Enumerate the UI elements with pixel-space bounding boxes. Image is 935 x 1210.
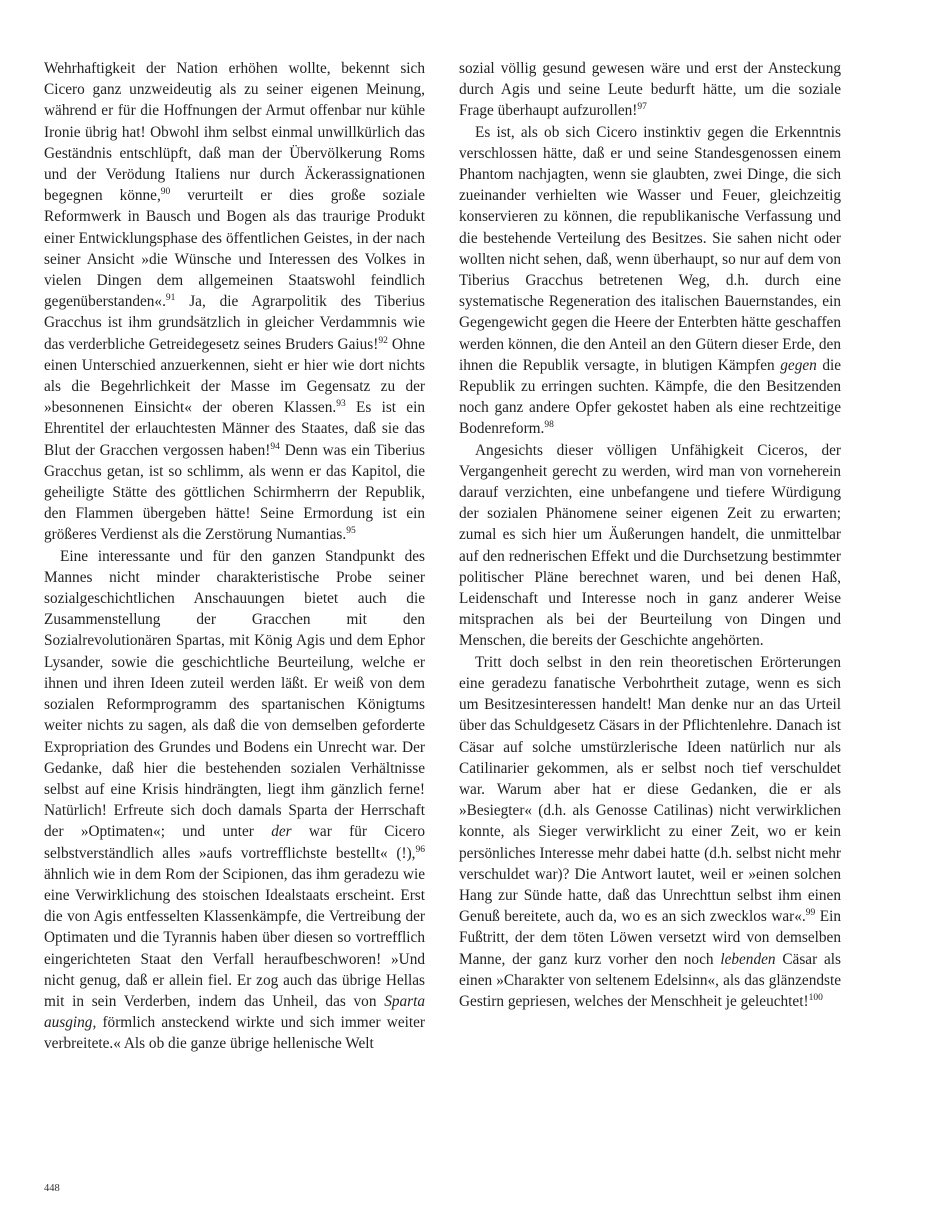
footnote-ref: 94 [270, 441, 280, 452]
footnote-ref: 90 [160, 187, 171, 198]
footnote-ref: 96 [415, 844, 425, 855]
footnote-ref: 95 [346, 526, 356, 537]
emphasis-text: lebenden [720, 950, 776, 968]
paragraph [44, 58, 425, 546]
paragraph-text: Ohne einen Unterschied anzuerkennen, sieht er hier wie dort nichts als die Begehrlichkeit der Masse im Gegensatz zu der »besonnenen Einsicht« der oberen Klassen. [44, 335, 425, 417]
paragraph-text: Angesichts dieser völligen Unfähigkeit Ciceros, der Vergangenheit gerecht zu werden, wird man von vorneherein darauf verzichten, eine unbefangene und tiefere Würdigung der sozialen Phänomene seiner eigenen Zeit zu erwarten; zumal es sich hier um Äußerungen handelt, die unmittelbar auf den rednerischen Effekt und die Durchsetzung bestimmter politischer Pläne berechnet waren, und bei denen Haß, Leidenschaft und Interesse noch in ganz anderer Weise mitsprachen als bei der Beurteilung von Dingen und Menschen, die bereits der Geschichte angehörten. [459, 441, 841, 650]
left-column [44, 58, 425, 1055]
emphasis-text: der [271, 823, 292, 841]
paragraph-text: Ein Fußtritt, der dem töten Löwen versetzt wird von demselben Manne, der ganz kurz vorher den noch [459, 908, 841, 968]
paragraph-text: Es ist ein Ehrentitel der erlauchtesten Männer des Staates, daß sie das Blut der Gracchen vergossen haben! [44, 399, 425, 459]
paragraph-text: ähnlich wie in dem Rom der Scipionen, das ihm geradezu wie eine Verwirklichung des stoischen Idealstaats erscheint. Erst die von Agis entfesselten Klassenkämpfe, die Vertreibung der Optimaten und die Tyrannis haben über diesen so vortrefflich eingerichteten Staat den Verfall heraufbeschworen! »Und nicht genug, daß er allein fiel. Er zog auch das übrige Hellas mit in sein Verderben, indem das Unheil, das von [44, 865, 425, 1010]
paragraph-text: Ja, die Agrarpolitik des Tiberius Gracchus ist ihm grundsätzlich in gleicher Verdammnis wie das verderbliche Getreidegesetz seines Bruders Gaius! [44, 293, 425, 353]
emphasis-text: gegen [780, 356, 817, 374]
paragraph [44, 546, 425, 1055]
footnote-ref: 91 [165, 293, 176, 304]
paragraph-text: förmlich ansteckend wirkte und sich immer weiter verbreitete.« Als ob die ganze übrige hellenische Welt [44, 1014, 425, 1053]
paragraph-text: verurteilt er dies große soziale Reformwerk in Bausch und Bogen als das traurige Produkt einer Entwicklungsphase des öffentlichen Geistes, in der nach seiner Ansicht »die Wünsche und Interessen des Volkes in vielen Dingen dem allgemeinen Staatswohl feindlich gegenüberstanden«. [44, 187, 425, 311]
footnote-ref: 93 [336, 399, 346, 410]
footnote-ref: 99 [805, 908, 816, 919]
paragraph [459, 122, 841, 440]
paragraph [459, 652, 841, 1012]
paragraph-text: Tritt doch selbst in den rein theoretischen Erörterungen eine geradezu fanatische Verbohrtheit zutage, wenn es sich um Besitzesinteressen handelt! Man denke nur an das Urteil über das Schuldgesetz Cäsars in der Pflichtenlehre. Danach ist Cäsar auf solche umstürzlerische Ideen natürlich nur als Catilinarier gekommen, als er selbst noch tief verschuldet war. Warum aber hat er diese Gedanken, die er als »Besiegter« (d.h. als Genosse Catilinas) nicht verwirklichen konnte, als Sieger verwirklicht zu einer Zeit, wo er kein persönliches Interesse mehr dabei hatte (d.h. selbst nicht mehr verschuldet war)? Die Antwort lautet, weil er »einen solchen Hang zur Sünde hatte, daß das Unrechttun selbst ihm einen Genuß bereitete, auch da, wo es an sich zwecklos war«. [459, 653, 841, 926]
paragraph-text: war für Cicero selbstverständlich alles »aufs vortrefflichste bestellt« (!), [44, 823, 426, 862]
paragraph-text: sozial völlig gesund gewesen wäre und erst der Ansteckung durch Agis und seine Leute bedurft hätte, um die soziale Frage überhaupt aufzurollen! [459, 60, 841, 120]
footnote-ref: 100 [808, 992, 823, 1003]
paragraph [459, 58, 841, 122]
footnote-ref: 98 [544, 420, 554, 431]
paragraph-text: Es ist, als ob sich Cicero instinktiv gegen die Erkenntnis verschlossen hätte, daß er und seine Standesgenossen einem Phantom nachjagten, wenn sie glaubten, zwei Dinge, die sich zueinander verhielten wie Wasser und Feuer, gleichzeitig konservieren zu können, die republikanische Verfassung und die bestehende Verteilung des Besitzes. Sie sahen nicht oder wollten nicht sehen, daß, wenn überhaupt, so nur auf dem von Tiberius Gracchus betretenen Weg, d.h. durch eine systematische Regeneration des italischen Bauernstandes, ein Gegengewicht gegen die Heere der Enterbten hätte geschaffen werden können, die den Anteil an den Gütern dieser Erde, den ihnen die Republik versagte, in blutigen Kämpfen [459, 123, 841, 374]
paragraph-text: die Republik zu erringen suchten. Kämpfe, die den Besitzenden noch ganz andere Opfer gekostet haben als eine rechtzeitige Bodenreform. [459, 356, 842, 438]
paragraph-text: Cäsar als einen »Charakter von seltenem Edelsinn«, als das glänzendste Gestirn gepriesen, welches der Menschheit je geleuchtet! [459, 950, 841, 1010]
emphasis-text: Sparta ausging, [44, 992, 425, 1032]
page-number: 448 [44, 1183, 60, 1194]
paragraph-text: Eine interessante und für den ganzen Standpunkt des Mannes nicht minder charakteristische Probe seiner sozialgeschichtlichen Anschauungen bietet auch die Zusammenstellung der Gracchen mit den Sozialrevolutionären Spartas, mit König Agis und dem Ephor Lysander, sowie die geschichtliche Beurteilung, welche er ihnen und ihren Ideen zuteil werden läßt. Er weiß von dem sozialen Reformprogramm des spartanischen Königtums weiter nichts zu sagen, als daß die von demselben geforderte Expropriation des Grundes und Bodens ein Unrecht war. Der Gedanke, daß hier die bestehenden sozialen Verhältnisse selbst auf eine Krisis hindrängten, liegt ihm gänzlich ferne! Natürlich! Erfreute sich doch damals Sparta der Herrschaft der »Optimaten«; und unter [44, 547, 425, 841]
paragraph [459, 440, 841, 652]
footnote-ref: 97 [637, 102, 647, 113]
paragraph-text: Wehrhaftigkeit der Nation erhöhen wollte, bekennt sich Cicero ganz unzweideutig als zu seiner eigenen Meinung, während er für die Hoffnungen der Armut offenbar nur kühle Ironie übrig hat! Obwohl ihm selbst einmal unwillkürlich das Geständnis entschlüpft, daß man der Übervölkerung Roms und der Verödung Italiens nur durch Äckerassignationen begegnen könne, [44, 60, 425, 205]
footnote-ref: 92 [378, 335, 388, 346]
paragraph-text: Denn was ein Tiberius Gracchus getan, ist so schlimm, als wenn er das Kapitol, die geheiligte Stätte des göttlichen Schirmherrn der Republik, den Flammen übergeben hätte! Seine Ermordung ist ein größeres Verdienst als die Zerstörung Numantias. [44, 441, 425, 544]
right-column [459, 58, 841, 1012]
